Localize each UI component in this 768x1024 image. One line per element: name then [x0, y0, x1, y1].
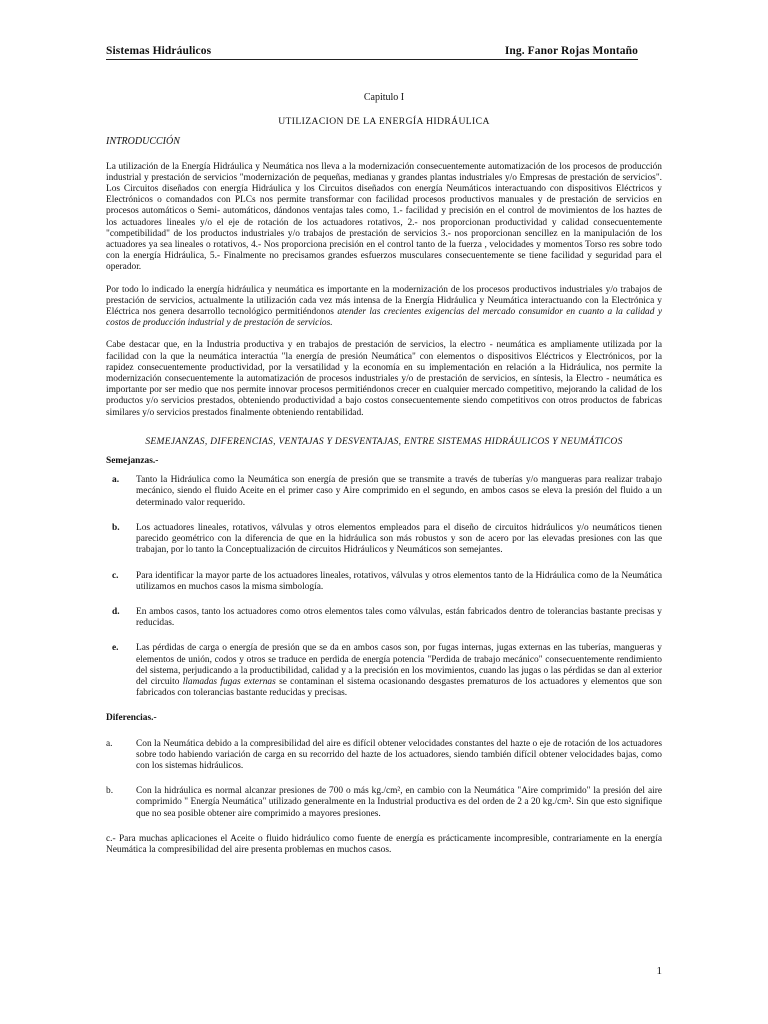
comparison-heading: SEMEJANZAS, DIFERENCIAS, VENTAJAS Y DESVENTAJAS, ENTRE SISTEMAS HIDRÁULICOS Y NEUMÁTICOS: [145, 436, 623, 447]
list-item-text: Con la hidráulica es normal alcanzar presiones de 700 o más kg./cm², en cambio con la Neumática "Aire comprimido" la presión del aire comprimido " Energía Neumática" utilizado generalmente en la Industrial productiva es del orden de 2 a 20 kg./cm². Sin que esto signifique que no sea posible obtener aire comprimido a mayores presiones.: [136, 786, 662, 819]
list-item-text: Tanto la Hidráulica como la Neumática son energía de presión que se transmite a través de tuberías y/o mangueras para realizar trabajo mecánico, siendo el fluido Aceite en el primer caso y Aire comprimido en el segundo, en ambos casos se eleva la presión del fluido a un determinado valor requerido.: [136, 475, 662, 508]
list-marker: d.: [112, 606, 120, 617]
intro-paragraph-3: Cabe destacar que, en la Industria productiva y en trabajos de prestación de servicios, la electro - neumática es ampliamente utilizada por la facilidad con la que la neumática interactúa "la energía de presión Neumática" con elementos o dispositivos Eléctricos y Electrónicos, por la rapidez consecuentemente productividad, por la versatilidad y la economía en su implementación en relación a la Hidráulica, nos permite la modernización consecuentemente la automatización de procesos industriales y/o de prestación de servicios, en síntesis, la Electro - neumática es importante por ser medio que nos permite innovar procesos permitiéndonos crecer en cualquier mercado competitivo, mejorando la calidad de los productos y/o servicios prestados, obteniendo productividad a bajo costos consecuentemente siendo competitivos con otros productos de fabricas similares y/o servicios prestados finalmente obteniendo rentabilidad.: [106, 340, 662, 418]
list-marker: a.: [106, 738, 113, 749]
item-e-text-end: se contaminan el sistema ocasionando desgastes prematuros de los actuadores y elementos que son fabricados con tolerancias bastante reducidas y precisas.: [136, 676, 662, 699]
list-item: [106, 607, 662, 629]
intro-heading: INTRODUCCIÓN: [106, 136, 180, 148]
list-marker: e.: [112, 643, 119, 654]
page-number: 1: [656, 965, 662, 977]
list-item-text: Los actuadores lineales, rotativos, válvulas y otros elementos empleados para el diseño de circuitos hidráulicos y/o neumáticos tienen parecido geométrico con la diferencia de que en la hidráulica son más robustos y son de acero por las elevadas presiones con las que trabajan, por lo tanto la Conceptualización de circuitos Hidráulicos y Neumáticos son semejantes.: [136, 522, 662, 556]
list-item-text: Para identificar la mayor parte de los actuadores lineales, rotativos, válvulas y otros elementos tanto de la Hidráulica como de la Neumática utilizamos en muchos casos la misma simbología.: [136, 570, 662, 592]
list-marker: c.: [112, 570, 119, 581]
intro-paragraph-2: [106, 285, 662, 330]
list-marker: b.: [112, 522, 120, 533]
list-item: [106, 786, 662, 820]
list-item: [106, 571, 662, 593]
page-content: [106, 92, 662, 856]
running-header: [106, 46, 638, 60]
diferencias-list: [106, 739, 662, 820]
paragraph-2-italic: atender las crecientes exigencias del mercado consumidor en cuanto a la calidad y costos de producción industrial y de prestación de servicios.: [106, 307, 662, 329]
item-e-italic: llamadas fugas externas: [182, 676, 276, 687]
list-item: [106, 475, 662, 509]
list-item: [106, 523, 662, 557]
list-marker: b.: [106, 786, 114, 797]
header-course-title: Sistemas Hidráulicos: [106, 45, 212, 57]
list-item: [106, 739, 662, 773]
diferencias-label: Diferencias.-: [106, 713, 157, 724]
list-marker: a.: [112, 475, 120, 486]
chapter-title: UTILIZACION DE LA ENERGÍA HIDRÁULICA: [278, 116, 490, 128]
list-item-text: [136, 643, 662, 699]
paragraph-2-text: Por todo lo indicado la energía hidráulica y neumática es importante en la modernización de los procesos productivos industriales y/o trabajos de prestación de servicios, actualmente la utilización cada vez más intensa de la Energía Hidráulica y Neumática interactuando con la Electrónica y Eléctrica nos genera desarrollo tecnológico permitiéndonos: [106, 284, 662, 318]
list-item: [106, 643, 662, 699]
chapter-label: Capitulo I: [363, 92, 405, 103]
item-e-text: Las pérdidas de carga o energía de presión que se da en ambos casos son, por fugas internas, jugas externas en las tuberías, mangueras y elementos de unión, codos y otros se traduce en perdida de energía potencia "Perdida de trabajo mecánico" consecuentemente rendimiento del sistema, perjudicando a la productibilidad, calidad y a la precisión en los movimientos, cuando las jugas o las pérdidas se dan al exterior del circuito: [136, 643, 662, 687]
list-item-text: En ambos casos, tanto los actuadores como otros elementos tales como válvulas, están fabricados dentro de tolerancias bastante precisas y reducidas.: [136, 606, 662, 629]
diferencias-c-paragraph: c.- Para muchas aplicaciones el Aceite o fluido hidráulico como fuente de energía es prácticamente incompresible, contrariamente en la energía Neumática la compresibilidad del aire presenta problemas en muchos casos.: [106, 833, 662, 855]
list-item-text: Con la Neumática debido a la compresibilidad del aire es difícil obtener velocidades constantes del hazte o eje de rotación de los actuadores sobre todo habiendo variación de carga en su recorrido del hazte de los actuadores, siendo también difícil obtener velocidades bajas, como con los sistemas hidráulicos.: [136, 738, 662, 771]
semejanzas-list: [106, 475, 662, 699]
semejanzas-label: Semejanzas.-: [106, 456, 159, 467]
intro-paragraph-1: La utilización de la Energía Hidráulica y Neumática nos lleva a la modernización consecuentemente automatización de los procesos de producción industrial y prestación de servicios "modernización de pequeñas, medianas y grandes plantas industriales y/o Empresas de prestación de servicios". Los Circuitos diseñados con energía Hidráulica y los Circuitos diseñados con energía Neumáticos interactuando con dispositivos Eléctricos y Electrónicos o comandados con PLCs nos permite transformar con facilidad procesos productivos manuales y de prestación de servicios en procesos automáticos o Semi- automáticos, dándonos ventajas tales como, 1.- facilidad y precisión en el control de movimientos de los haztes de los actuadores lineales y/o el eje de rotación de los actuadores rotativos, 2.- nos proporcionan productividad y calidad consecuentemente "competibilidad" de los productos industriales y/o trabajos de prestación de servicios 3.- nos proporcionan sencillez en la manipulación de los actuadores ya sea lineales o rotativos, 4.- Nos proporciona precisión en el control tanto de la fuerza , velocidades y momentos Torso res sobre todo con la energía Hidráulica, 5.- Finalmente no precisamos grandes esfuerzos musculares consecuentemente se tiene facilidad y seguridad para el operador.: [106, 161, 662, 273]
header-author: Ing. Fanor Rojas Montaño: [504, 45, 638, 57]
